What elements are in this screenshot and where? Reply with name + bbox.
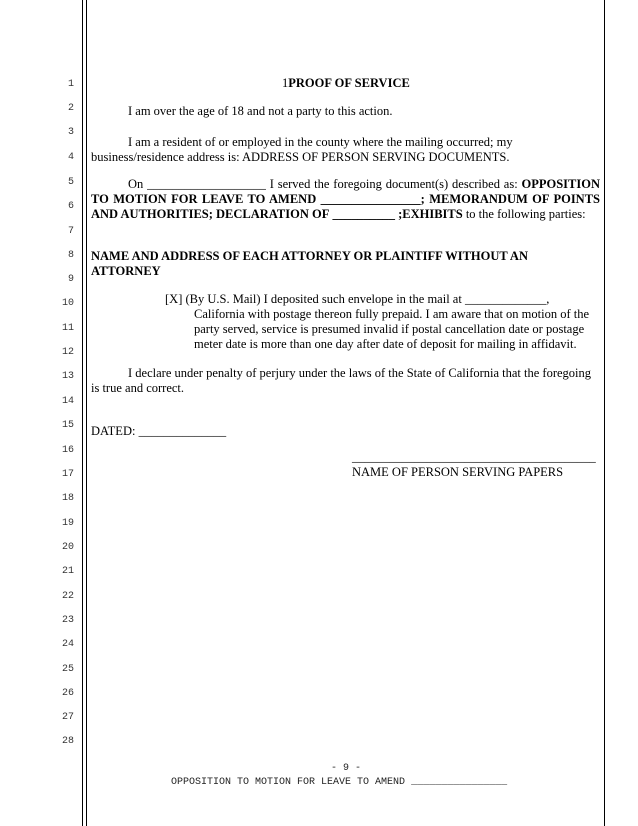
line-number: 27: [61, 712, 74, 723]
mail-line-2: California with postage thereon fully prepaid. I am aware that on motion of the: [194, 307, 590, 321]
right-margin-rule: [604, 0, 605, 826]
resident-statement-line-1: I am a resident of or employed in the county where the mailing occurred; my: [128, 135, 513, 149]
mail-line-1: [165, 292, 549, 307]
page-title: [282, 76, 410, 91]
line-number: 3: [67, 127, 74, 138]
title-text: PROOF OF SERVICE: [288, 76, 410, 90]
left-margin-rule-inner: [86, 0, 87, 826]
line-number: 7: [67, 226, 74, 237]
resident-statement-line-2: business/residence address is: ADDRESS OF PERSON SERVING DOCUMENTS.: [91, 150, 510, 164]
line-number: 2: [67, 103, 74, 114]
served-date-blank: ___________________: [147, 177, 266, 191]
footer-blank: ________________: [411, 777, 508, 788]
attorney-heading-line-2: ATTORNEY: [91, 264, 161, 278]
mail-line-4: meter date is more than one day after date of deposit for mailing in affidavit.: [194, 337, 577, 351]
footer-caption: [171, 777, 507, 788]
line-number: 8: [67, 250, 74, 261]
line-number: 17: [61, 469, 74, 480]
dated-blank: ______________: [138, 424, 227, 438]
line-number: 15: [61, 420, 74, 431]
line-number: 28: [61, 736, 74, 747]
line-number: 10: [61, 298, 74, 309]
served-blank-3: __________: [332, 207, 395, 221]
served-doc-bold-2a: TO MOTION FOR LEAVE TO AMEND: [91, 192, 317, 206]
served-line-3: [91, 207, 586, 222]
served-doc-bold-1: OPPOSITION: [521, 177, 601, 191]
line-number: 24: [61, 639, 74, 650]
line-number: 23: [61, 615, 74, 626]
served-tail: to the following parties:: [465, 207, 586, 221]
served-on: On: [128, 177, 144, 191]
title-prefix: 1: [282, 76, 289, 90]
line-number: 1: [67, 79, 74, 90]
mail-line-1-text: [X] (By U.S. Mail) I deposited such envelope in the mail at: [165, 292, 462, 306]
served-doc-bold-3a: AND AUTHORITIES; DECLARATION OF: [91, 207, 330, 221]
line-number: 14: [61, 396, 74, 407]
line-number: 26: [61, 688, 74, 699]
declaration-line-1: I declare under penalty of perjury under the laws of the State of California that the foregoing: [128, 366, 592, 380]
dated-line: [91, 424, 226, 439]
served-doc-bold-2b: ; MEMORANDUM OF POINTS: [420, 192, 600, 206]
line-number: 25: [61, 664, 74, 675]
left-margin-rule-outer: [82, 0, 83, 826]
mail-line-3: party served, service is presumed invalid if postal cancellation date or postage: [194, 322, 585, 336]
footer-caption-text: OPPOSITION TO MOTION FOR LEAVE TO AMEND: [171, 777, 406, 788]
declaration-line-2: is true and correct.: [91, 381, 185, 395]
attorney-heading-line-1: NAME AND ADDRESS OF EACH ATTORNEY OR PLAINTIFF WITHOUT AN: [91, 249, 528, 263]
dated-label: DATED:: [91, 424, 136, 438]
served-line-1: [128, 177, 600, 192]
line-number: 4: [67, 152, 74, 163]
line-number: 11: [61, 323, 74, 334]
line-number: 9: [67, 274, 74, 285]
served-text: I served the foregoing document(s) described as:: [269, 177, 518, 191]
served-doc-bold-3b: ;EXHIBITS: [398, 207, 463, 221]
line-number: 22: [61, 591, 74, 602]
signature-label: NAME OF PERSON SERVING PAPERS: [352, 465, 564, 479]
line-number: 13: [61, 371, 74, 382]
line-number: 16: [61, 445, 74, 456]
line-number: 20: [61, 542, 74, 553]
line-number: 12: [61, 347, 74, 358]
line-number: 6: [67, 201, 74, 212]
served-blank-2: ________________: [320, 192, 421, 206]
line-number: 19: [61, 518, 74, 529]
signature-line: _______________________________________: [352, 450, 596, 464]
line-number: 18: [61, 493, 74, 504]
line-number: 21: [61, 566, 74, 577]
age-statement: I am over the age of 18 and not a party to this action.: [128, 104, 393, 118]
served-line-2: [91, 192, 600, 207]
line-number: 5: [67, 177, 74, 188]
page-number: - 9 -: [331, 763, 362, 774]
mail-city-blank: _____________,: [464, 292, 550, 306]
